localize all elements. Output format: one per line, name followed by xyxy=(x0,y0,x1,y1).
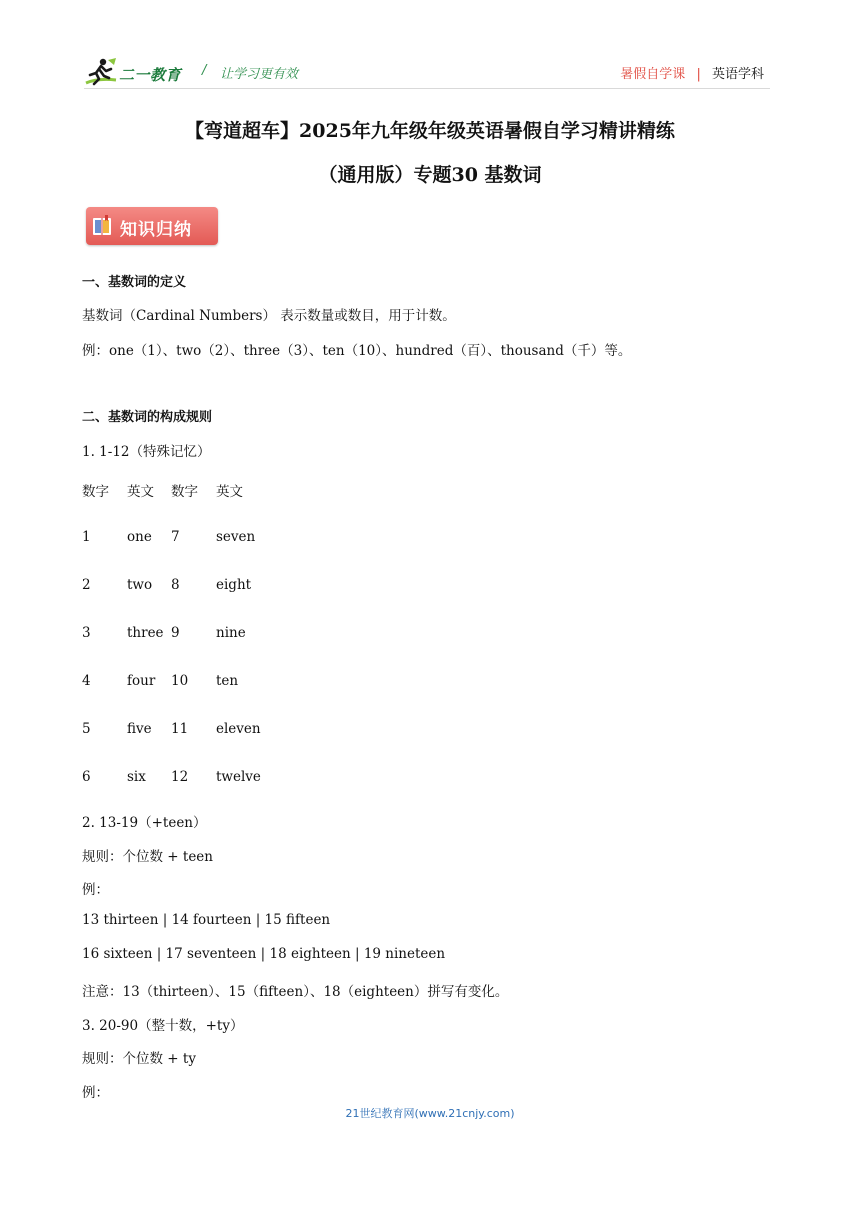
rule1-title: 1. 1-12（特殊记忆） xyxy=(82,444,211,460)
page-title-line1: 【弯道超车】2025年九年级年级英语暑假自学习精讲精练 xyxy=(185,120,675,142)
runner-logo-icon xyxy=(84,56,118,88)
table-cell: twelve xyxy=(216,769,261,785)
header-separator: | xyxy=(696,67,701,82)
rule3-rule: 规则：个位数 + ty xyxy=(82,1051,196,1067)
table-cell: 5 xyxy=(82,721,91,737)
rule2-rule: 规则：个位数 + teen xyxy=(82,849,213,865)
slogan-separator: / xyxy=(202,63,207,78)
table-cell: 6 xyxy=(82,769,91,785)
table-cell: seven xyxy=(216,529,256,545)
course-label: 暑假自学课 xyxy=(620,67,686,82)
section2-heading: 二、基数词的构成规则 xyxy=(82,410,213,425)
table-header-cell: 英文 xyxy=(127,484,154,500)
rule3-example-label: 例： xyxy=(82,1085,109,1101)
rule3-title: 3. 20-90（整十数，+ty） xyxy=(82,1018,244,1034)
header-course-info xyxy=(620,63,764,82)
table-header-cell: 数字 xyxy=(171,484,198,500)
subject-label: 英语学科 xyxy=(711,67,764,82)
table-header-cell: 英文 xyxy=(216,484,243,500)
badge-label: 知识归纳 xyxy=(120,220,192,240)
rule2-example-label: 例： xyxy=(82,882,109,898)
definition-text: 基数词（Cardinal Numbers） 表示数量或数目，用于计数。 xyxy=(82,308,456,324)
table-header-cell: 数字 xyxy=(82,484,109,500)
table-cell: 10 xyxy=(171,673,189,689)
page-header xyxy=(84,56,776,88)
page-title-line2: （通用版）专题30 基数词 xyxy=(318,164,542,186)
slogan: 让学习更有效 xyxy=(220,67,299,82)
table-cell: 2 xyxy=(82,577,91,593)
table-cell: 7 xyxy=(171,529,180,545)
page-footer: 21世纪教育网(www.21cnjy.com) xyxy=(345,1107,515,1120)
table-cell: 12 xyxy=(171,769,189,785)
site-logo xyxy=(84,56,190,88)
table-cell: nine xyxy=(216,625,246,641)
table-cell: three xyxy=(127,625,164,641)
table-cell: five xyxy=(127,721,152,737)
table-cell: 1 xyxy=(82,529,91,545)
table-cell: 8 xyxy=(171,577,180,593)
table-cell: 9 xyxy=(171,625,180,641)
definition-example: 例：one（1）、two（2）、three（3）、ten（10）、hundred（百）、thousand（千）等。 xyxy=(82,343,632,359)
logo-text: 二一教育 xyxy=(119,66,182,84)
table-cell: 3 xyxy=(82,625,91,641)
table-cell: ten xyxy=(216,673,239,689)
table-cell: one xyxy=(127,529,152,545)
table-cell: eight xyxy=(216,577,252,593)
book-icon xyxy=(92,215,112,237)
rule2-example-line2: 16 sixteen | 17 seventeen | 18 eighteen | 19 nineteen xyxy=(82,946,446,962)
table-cell: six xyxy=(127,769,146,785)
table-cell: two xyxy=(127,577,153,593)
header-divider xyxy=(84,88,770,89)
rule2-note: 注意：13（thirteen）、15（fifteen）、18（eighteen）拼写有变化。 xyxy=(82,984,509,1000)
section1-heading: 一、基数词的定义 xyxy=(82,275,187,290)
rule2-title: 2. 13-19（+teen） xyxy=(82,815,207,831)
knowledge-summary-badge xyxy=(86,207,218,245)
table-cell: four xyxy=(127,673,156,689)
table-cell: eleven xyxy=(216,721,261,737)
table-cell: 4 xyxy=(82,673,91,689)
rule2-example-line1: 13 thirteen | 14 fourteen | 15 fifteen xyxy=(82,912,331,928)
table-cell: 11 xyxy=(171,721,189,737)
